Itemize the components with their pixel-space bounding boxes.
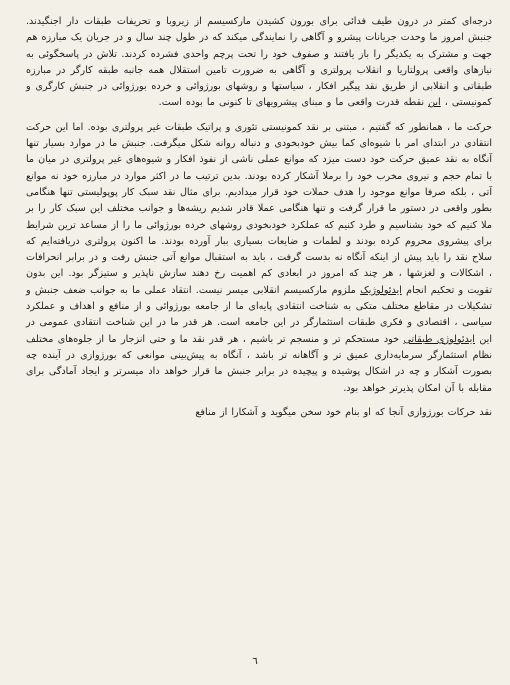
text-run: حرکت ما ، همانطور که گفتیم ، مبتنی بر نقد کمونیستی تئوری و پراتیک طبقات غیر پرولتری بوده. اما این حرکت انتقادی در ابتدای امر با شیوه‌ای کما بیش خودبخودی و دنباله روانه شکل میگرفت. جنبش ما در موارد بسیار تنها آنگاه به نقد عمیق حرکت خود دست میزد که موانع عملی ناشی از نفوذ افکار و شیوه‌های غیر پرولتری در میان ما با تمام حجم و نیروی مخرب خود را برملا آشکار کرده بودند. بدین ترتیب ما در اکثر موارد در مبارزه خود نه موانع آتی ، بلکه صرفا موانع موجود را هدف حملات خود قرار میدادیم. برای مثال نقد سبک کار پوپولیستی تنها هنگامی بطور واقعی در دستور ما قرار گرفت و تنها هنگامی عملا قادر شدیم ریشه‌ها و جوانب مختلف این سبک کار را بر ملا کنیم که خود بشناسیم و طرد کنیم که عملکرد خودبخودی روشهای خرده بورژوائی ما را از مساعد ترین شرایط برای پیشروی محروم کرده بودند و لطمات و ضایعات بسیاری ببار آورده بودند. ما اکنون پرولتری دریافته‌ایم که سلاح نقد را باید پیش از اینکه آنگاه نه بدست گرفت ، باید به استقبال موانع آتی جنبش رفت و در برابر انحرافات ، اشکالات و لغزشها ، هر چند که امروز در ابعادی کم اهمیت رخ دهند سازش ناپذیر و ستیزگر بود. این بدون تقویت و تحکیم انجام xyxy=(26,121,492,296)
text-run: نقد حرکات بورژوازی آنجا که او بنام خود سخن میگوید و آشکارا از منافع xyxy=(195,406,492,418)
text-run: خود مستحکم تر و منسجم تر باشیم ، هر قدر نقد ما و حتی انزجار ما از جلوه‌های مختلف نظام استثمارگر سرمایه‌داری عمیق تر و آگاهانه تر باشد ، آنگاه به پیش‌بینی موانعی که بورژوازی در آینده چه بصورت آشکار و چه در اشکال پوشیده و پیچیده در برابر جنبش ما قرار خواهد داد میسرتر و ایجاد آمادگی برای مقابله با آن امکان پذیرتر خواهد بود. xyxy=(26,333,492,394)
underlined-phrase: ایدئولوژی طبقاتی xyxy=(403,333,475,345)
paragraph-3 xyxy=(26,405,492,421)
text-run: درجه‌ای کمتر در درون طیف فدائی برای بورون کشیدن مارکسیسم از زیروبا و تحریفات طبقات دار اجنگیدند. جنبش امروز ما وحدت جریانات پیشرو و آگاهی را نمایندگی میکند که در طول چند سال و در جریان یک مبارزه هم جهت و مشترک به یکدیگر را باز یافتند و صفوف خود را تحت پرچم واحدی فشرده کردند. تلاش در پاسخگوئی به نیازهای واقعی پرولتاریا و انقلاب پرولتری و آگاهی به ضرورت تامین استقلال همه جانبه طبقه کارگر در مبارزه طبقاتی و انقلابی از طریق نقد پیگیر افکار ، سیاستها و روشهای بورژوائی و خرده بورژوائی در جنبش کارگری و کمونیستی ، xyxy=(26,16,492,109)
page-number: ٦ xyxy=(252,656,258,667)
underlined-word: این xyxy=(428,97,441,109)
paragraph-2 xyxy=(26,120,492,397)
underlined-word: ایدئولوژیک xyxy=(360,284,402,296)
paragraph-1 xyxy=(26,14,492,112)
text-run: نقطه قدرت واقعی ما و مبنای پیشرویهای تا کنونی ما بوده است. xyxy=(158,97,429,109)
text-run: ملزوم مارکسیسم انقلابی میسر نیست. انتقاد عملی ما به جوانب ضعف جنبش و تشکیلات در مقاطع مختلف متکی به شناخت انتقادی پایه‌ای ما از جامعه بورژوائی و از منافع و اهداف و عملکرد سیاسی ، اقتصادی و فکری طبقات استثمارگر در این جامعه است. هر قدر ما در این شناخت انتقادی عمومی در این xyxy=(26,284,492,345)
